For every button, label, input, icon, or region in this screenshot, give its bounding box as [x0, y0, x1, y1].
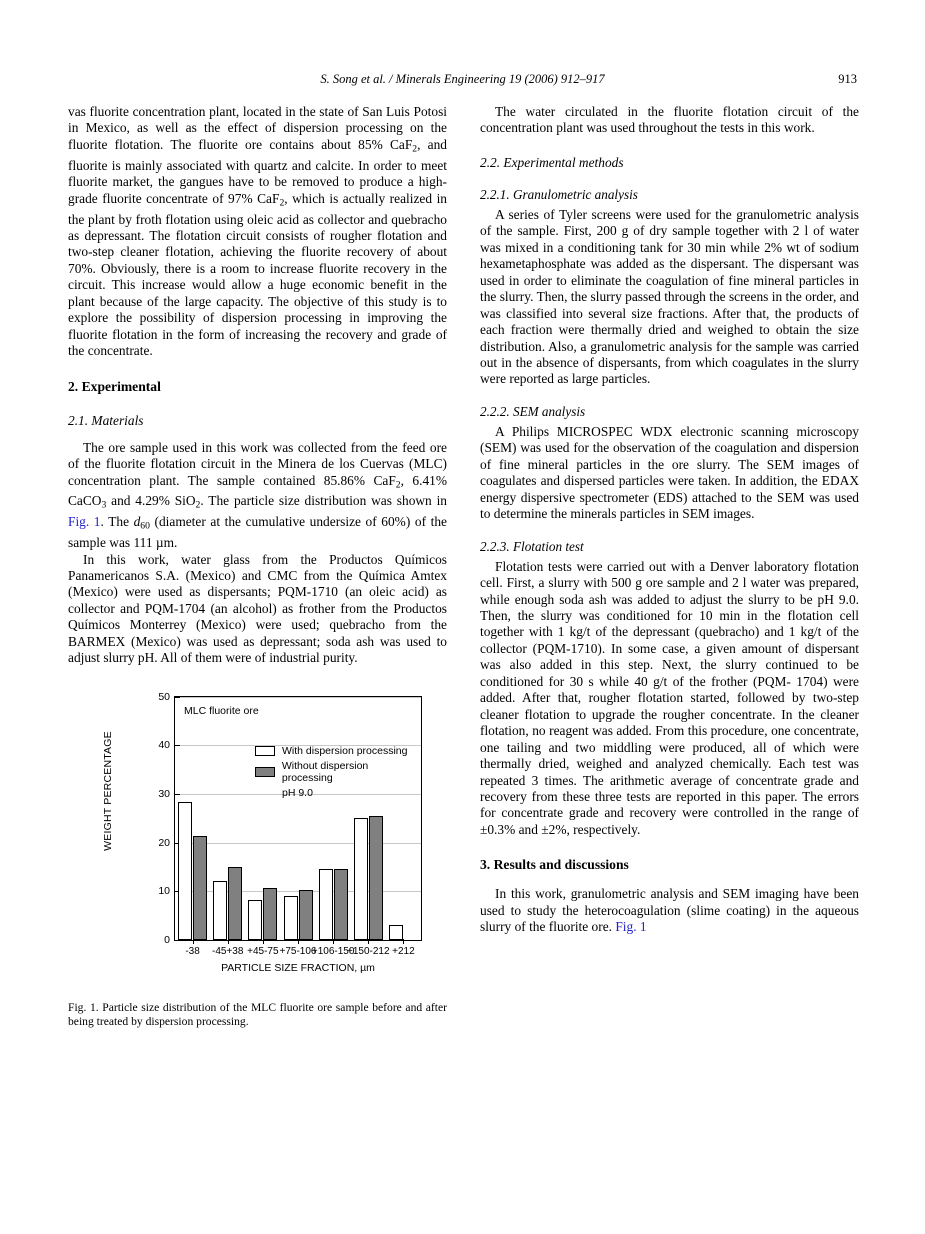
- chart-y-tick-label: 0: [164, 933, 170, 946]
- chart-bar: [319, 869, 333, 939]
- chart-x-tick-mark: [263, 939, 264, 944]
- subsubsection-heading-sem: 2.2.2. SEM analysis: [480, 403, 586, 419]
- subsection-heading-methods: 2.2. Experimental methods: [480, 154, 624, 170]
- chart-bar: [284, 896, 298, 940]
- running-head: S. Song et al. / Minerals Engineering 19 (2006) 912–917: [320, 72, 605, 86]
- chart-x-tick-label: +106-150: [311, 945, 355, 957]
- right-column: [480, 104, 859, 936]
- chart-x-tick-label: +75-106: [279, 945, 317, 957]
- paragraph-sem: A Philips MICROSPEC WDX electronic scanning microscopy (SEM) was used for the observation of the coagulation and dispersion of fine mineral particles in the ore slurry. The SEM images of coagulates and dispersed particles were taken. In addition, the EDAX energy dispersive spectrometer (EDS) attached to the SEM was used to determine the minerals particles in SEM images.: [480, 423, 859, 522]
- chart-legend-note: pH 9.0: [282, 786, 313, 799]
- section-heading-experimental: 2. Experimental: [68, 378, 161, 394]
- chart-x-tick-mark: [228, 939, 229, 944]
- chart-y-tick-mark: [175, 697, 180, 698]
- chart-legend-item: [255, 745, 421, 757]
- italic-variable: d: [133, 514, 141, 530]
- chart-bar: [228, 867, 242, 939]
- para-text: , 6.41% CaCO: [68, 472, 447, 509]
- chart-legend-item: [255, 760, 421, 784]
- chart-x-tick-label: +212: [392, 945, 415, 957]
- chart-gridline: [175, 697, 421, 698]
- chart-plot-area: [158, 690, 422, 957]
- chart-y-tick-mark: [175, 745, 180, 746]
- chart-y-tick-mark: [175, 794, 180, 795]
- chart-x-tick-mark: [403, 939, 404, 944]
- chart-y-tick-label: 10: [158, 885, 170, 898]
- subscript: 3: [101, 499, 107, 511]
- paragraph-flotation: Flotation tests were carried out with a Denver laboratory flotation cell. First, a slurry with 500 g ore sample and 2 l water was prepared, while enough soda ash was added to adjust the slurry to be pH 9.0. Then, the slurry was conditioned for 10 min in the flotation cell together with 1 kg/t of the depressant (quebracho) and 1 kg/t of the collector (PQM-1710). In some case, a given amount of dispersant was also added in this step. Next, the slurry continued to be conditioned for 30 s while 40 g/t of the frother (PQM- 1704) were added. After that, rougher flotation started, followed by two-step cleaner flotation to upgrade the rougher concentrate. In the cleaner flotation, no reagent was added. From this procedure, one concentrate, one tailing and two middling were produced, all of which were thermally dried, weighed and analyzed chemically. Each test was repeated 3 times. The arithmetic average of concentrate grade and recovery from these three tests are reported in this paper. The errors for concentrate grade and recovery were controlled in the range of ±0.3% and ±2%, respectively.: [480, 558, 859, 837]
- para-text: In this work, granulometric analysis and SEM imaging have been used to study the heterocoagulation (slime coating) in the aqueous slurry of the fluorite ore.: [480, 886, 859, 935]
- chart-legend-label: With dispersion processing: [282, 744, 408, 757]
- para-text: . The particle size distribution was shown in: [200, 493, 447, 509]
- chart-y-tick-mark: [175, 940, 180, 941]
- paragraph-water: The water circulated in the fluorite flotation circuit of the concentration plant was used throughout the tests in this work.: [480, 104, 859, 136]
- figure-reference-link-2[interactable]: Fig. 1: [615, 919, 647, 935]
- subscript: 2: [412, 143, 418, 155]
- subsection-heading-materials: 2.1. Materials: [68, 412, 144, 428]
- subsubsection-heading-flotation: 2.2.3. Flotation test: [480, 538, 584, 554]
- chart-bar: [389, 925, 403, 940]
- chart-x-tick-mark: [298, 939, 299, 944]
- subsubsection-heading-granulometric: 2.2.1. Granulometric analysis: [480, 186, 638, 202]
- chart-x-axis-label: PARTICLE SIZE FRACTION, µm: [221, 961, 375, 974]
- chart-legend-swatch: [255, 767, 275, 777]
- page-number: 913: [838, 72, 857, 86]
- section-heading-results: 3. Results and discussions: [480, 857, 629, 873]
- chart-x-tick-label: -38: [185, 945, 200, 957]
- chart-y-tick-label: 40: [158, 739, 170, 752]
- paragraph-results: [480, 886, 859, 935]
- chart-x-tick-label: -45+38: [211, 945, 244, 957]
- chart-x-tick-label: +45-75: [247, 945, 279, 957]
- chart-x-tick-label: +150-212: [347, 945, 390, 957]
- subscript: 2: [395, 478, 401, 490]
- chart-y-tick-label: 50: [158, 690, 170, 703]
- para-text: (diameter at the cumulative undersize of 60%) of the sample was 111 µm.: [68, 514, 447, 551]
- figure-caption: Fig. 1. Particle size distribution of the MLC fluorite ore sample before and after being treated by dispersion processing.: [68, 1000, 447, 1028]
- chart-bar: [299, 890, 313, 940]
- chart-legend-swatch: [255, 746, 275, 756]
- para-text: . The: [100, 514, 134, 530]
- chart-particle-size-distribution: [68, 689, 447, 989]
- chart-legend: [255, 745, 421, 799]
- chart-bar: [248, 900, 262, 939]
- subscript: 60: [140, 520, 150, 532]
- para-text: vas fluorite concentration plant, located in the state of San Luis Potosi in Mexico, as well as the effect of dispersion processing on the fluorite flotation. The fluorite ore contains about 85% CaF: [68, 104, 447, 152]
- subscript: 2: [195, 499, 201, 511]
- chart-bar: [213, 881, 227, 939]
- figure-1: [68, 689, 447, 1029]
- para-text: and 4.29% SiO: [106, 493, 196, 509]
- para-text: , and fluorite is mainly associated with quartz and calcite. In order to meet fluorite market, the gangues have to be removed to produce a high-grade fluorite concentrate of 97% CaF: [68, 136, 448, 206]
- chart-bar: [369, 816, 383, 939]
- chart-title: MLC fluorite ore: [184, 704, 259, 717]
- chart-legend-label: Without dispersion processing: [281, 759, 369, 784]
- paragraph-materials-1: [68, 440, 447, 552]
- para-text: The ore sample used in this work was collected from the feed ore of the fluorite flotation circuit in the Minera de los Cuervas (MLC) concentration plant. The sample contained 85.86% CaF: [68, 439, 447, 488]
- chart-bar: [178, 802, 192, 940]
- figure-reference-link[interactable]: Fig. 1: [68, 514, 101, 530]
- chart-x-tick-mark: [333, 939, 334, 944]
- para-text: , which is actually realized in the plant by froth flotation using oleic acid as collector and quebracho as depressant. The flotation circuit consists of rougher flotation and two-step cleaner flotation, achieving the fluorite recovery of about 70%. Obviously, there is a room to increase fluorite recovery in the circuit. This increase would allow a huge economic benefit in the plant because of the large capacity. The objective of this study is to explore the possibility of dispersion processing in improving the fluorite flotation in the form of increasing the recovery and grade of the concentrate.: [68, 190, 447, 359]
- left-column: [68, 104, 447, 1029]
- chart-y-axis-label: WEIGHT PERCENTAGE: [102, 730, 114, 851]
- chart-bar: [354, 818, 368, 940]
- chart-bar: [193, 836, 207, 940]
- chart-x-tick-mark: [368, 939, 369, 944]
- paragraph-materials-2: In this work, water glass from the Productos Químicos Panamericanos S.A. (Mexico) and CMC from the Química Amtex (Mexico) were used as dispersants; PQM-1710 (an oleic acid) as collector and PQM-1704 (an alcohol) as frother from the Productos Químicos Monterrey (Mexico) were used; quebracho from the BARMEX (Mexico) was used as depressant; soda ash was used to adjust slurry pH. All of them were of industrial purity.: [68, 551, 447, 666]
- paragraph-continuation: [68, 104, 447, 360]
- chart-bar: [334, 869, 348, 939]
- chart-x-tick-mark: [193, 939, 194, 944]
- two-column-body: [68, 104, 859, 1184]
- chart-bar: [263, 888, 277, 940]
- paragraph-granulometric: A series of Tyler screens were used for the granulometric analysis of the sample. First, 200 g of dry sample together with 2 l of water was mixed in a conditioning tank for 30 min while 2% wt of sodium hexametaphosphate was added as the dispersant. The dispersant was used in order to eliminate the coagulation of fine mineral particles in the slurry. Then, the slurry passed through the screens in the order, and was classified into several size fractions. After that, the products of each fraction were thermally dried and weighed to obtain the size distribution. Also, a granulometric analysis for the sample was carried out in the absence of dispersants, from which coagulates in the slurry were reported as large particles.: [480, 206, 859, 387]
- chart-y-tick-label: 30: [158, 787, 170, 800]
- chart-gridline: [175, 843, 421, 844]
- chart-y-tick-label: 20: [158, 836, 170, 849]
- subscript: 2: [279, 197, 285, 209]
